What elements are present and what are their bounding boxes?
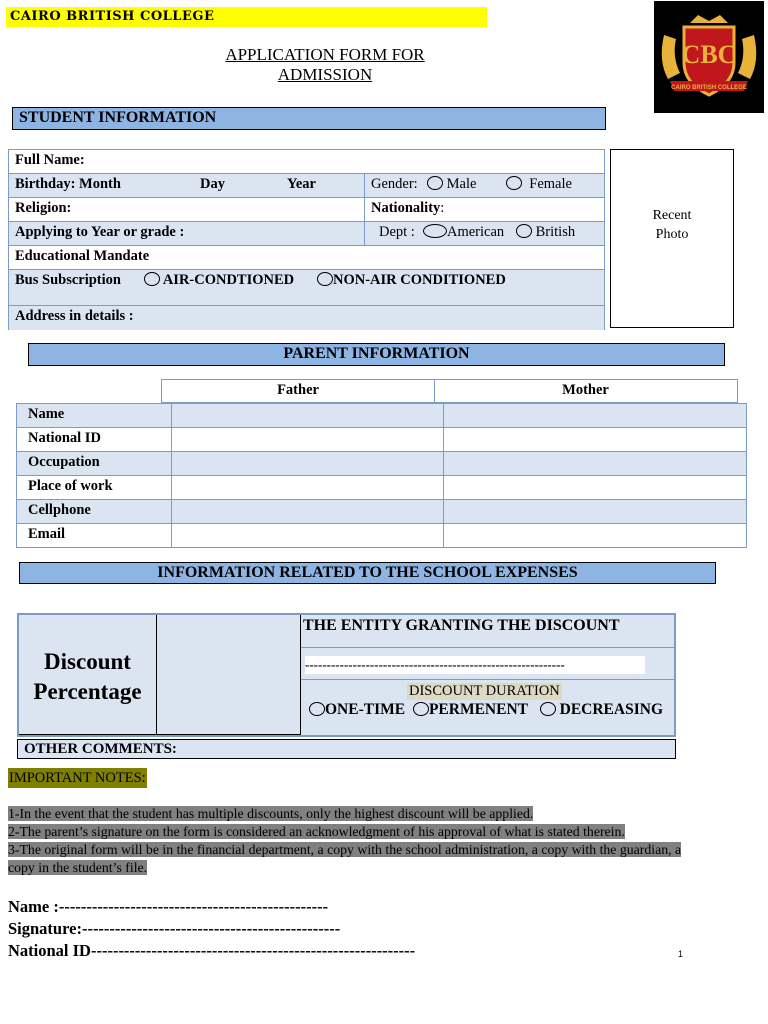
- option-decreasing-label: DECREASING: [559, 701, 663, 718]
- option-one-time-label: ONE-TIME: [325, 701, 406, 718]
- radio-british-icon[interactable]: [516, 224, 532, 238]
- birthday-day-label: Day: [200, 176, 225, 192]
- dept-american-option[interactable]: [423, 224, 504, 241]
- school-logo: [654, 1, 764, 113]
- radio-one-time-icon[interactable]: [309, 702, 325, 716]
- important-notes-title: IMPORTANT NOTES:: [9, 770, 146, 786]
- parent-table-header: [161, 379, 738, 403]
- gender-male-option[interactable]: [427, 176, 476, 193]
- mandate-label: Educational Mandate: [15, 248, 150, 264]
- parent-row-label: Occupation: [28, 454, 100, 470]
- gender-male-label: Male: [446, 176, 477, 192]
- full-name-row[interactable]: [8, 149, 605, 173]
- bus-air-label: AIR-CONDTIONED: [162, 272, 295, 288]
- mother-work-cell[interactable]: [443, 476, 746, 499]
- full-name-label: Full Name:: [15, 152, 85, 168]
- discount-percentage-field[interactable]: [157, 615, 301, 735]
- parent-row-label: National ID: [28, 430, 101, 446]
- mother-cellphone-cell[interactable]: [443, 500, 746, 523]
- radio-nonair-icon[interactable]: [317, 272, 333, 286]
- expenses-info-title: INFORMATION RELATED TO THE SCHOOL EXPENSES: [157, 564, 578, 581]
- dept-british-option[interactable]: [516, 224, 575, 241]
- bus-nonair-option[interactable]: [317, 272, 506, 289]
- mother-name-cell[interactable]: [443, 404, 746, 427]
- applying-grade-label: Applying to Year or grade :: [15, 224, 185, 240]
- mother-national-id-cell[interactable]: [443, 428, 746, 451]
- option-one-time[interactable]: [309, 701, 405, 718]
- mother-occupation-cell[interactable]: [443, 452, 746, 475]
- gender-female-option[interactable]: [506, 176, 572, 193]
- discount-duration-options: [309, 701, 667, 719]
- parent-row-label: Email: [28, 526, 66, 542]
- important-notes: [8, 805, 748, 877]
- mandate-row[interactable]: [8, 245, 605, 269]
- discount-percentage-label: [19, 615, 157, 735]
- parent-info-title: PARENT INFORMATION: [283, 345, 470, 362]
- radio-permanent-icon[interactable]: [413, 702, 429, 716]
- note-1: 1-In the event that the student has multiple discounts, only the highest discount will be applied.: [8, 806, 534, 821]
- photo-label-line2: Photo: [655, 227, 689, 242]
- parent-row-occupation: [16, 451, 747, 475]
- discount-entity-row: [301, 647, 674, 680]
- address-label: Address in details :: [15, 308, 134, 324]
- address-row[interactable]: [8, 305, 605, 330]
- parent-row-label: Cellphone: [28, 502, 91, 518]
- radio-male-icon[interactable]: [427, 176, 443, 190]
- radio-decreasing-icon[interactable]: [540, 702, 556, 716]
- discount-entity-label: THE ENTITY GRANTING THE DISCOUNT: [303, 617, 620, 634]
- discount-entity-field[interactable]: ------------------------------------------------------------: [305, 656, 645, 674]
- parent-row-label: Name: [28, 406, 65, 422]
- father-work-cell[interactable]: [171, 476, 443, 499]
- shield-crest-icon: [654, 1, 764, 113]
- dept-american-label: American: [447, 224, 505, 240]
- father-national-id-cell[interactable]: [171, 428, 443, 451]
- father-name-cell[interactable]: [171, 404, 443, 427]
- father-column-header: Father: [277, 382, 319, 398]
- parent-info-header: [28, 343, 725, 366]
- bus-label: Bus Subscription: [15, 272, 121, 288]
- logo-letters: CBC: [681, 40, 737, 69]
- bus-air-option[interactable]: [144, 272, 294, 289]
- note-3b: copy in the student’s file.: [8, 860, 148, 875]
- religion-nationality-row[interactable]: [8, 197, 605, 221]
- student-info-table: [8, 149, 605, 330]
- option-decreasing[interactable]: [536, 701, 663, 718]
- discount-duration-label: DISCOUNT DURATION: [409, 683, 560, 699]
- discount-table: [17, 613, 676, 737]
- note-2: 2-The parent’s signature on the form is considered an acknowledgment of his approval of what is stated therein.: [8, 824, 625, 839]
- parent-row-cellphone: [16, 499, 747, 523]
- sign-national-id-line[interactable]: National ID-----------------------------------------------------------: [8, 941, 416, 960]
- mother-email-cell[interactable]: [443, 524, 746, 547]
- nationality-colon: :: [440, 200, 445, 216]
- school-name-banner: [6, 7, 487, 27]
- bus-row[interactable]: [8, 269, 605, 305]
- birthday-month-label: Birthday: Month: [15, 176, 121, 192]
- discount-label-line1: Discount: [44, 649, 131, 674]
- parent-row-national-id: [16, 427, 747, 451]
- parent-row-label: Place of work: [28, 478, 113, 494]
- sign-signature-line[interactable]: Signature:-----------------------------------------------: [8, 919, 341, 938]
- other-comments-field[interactable]: [17, 739, 676, 759]
- dept-british-label: British: [535, 224, 576, 240]
- sign-name-line[interactable]: Name :-------------------------------------------------: [8, 897, 329, 916]
- note-3a: 3-The original form will be in the financial department, a copy with the school administration, a copy with the guardian, a: [8, 842, 682, 857]
- signature-block: [8, 896, 415, 962]
- form-title-line1: APPLICATION FORM FOR: [225, 45, 425, 64]
- mother-column-header: Mother: [562, 382, 609, 398]
- gender-female-label: Female: [529, 176, 572, 192]
- father-occupation-cell[interactable]: [171, 452, 443, 475]
- form-title-line2: ADMISSION: [277, 65, 373, 84]
- form-title: [180, 45, 470, 85]
- expenses-info-header: [19, 562, 716, 584]
- radio-female-icon[interactable]: [506, 176, 522, 190]
- other-comments-label: OTHER COMMENTS:: [24, 741, 177, 757]
- bus-nonair-label: NON-AIR CONDITIONED: [333, 272, 506, 288]
- birthday-year-label: Year: [287, 176, 316, 192]
- religion-label: Religion:: [15, 200, 72, 216]
- radio-american-icon[interactable]: [423, 224, 447, 238]
- parent-row-name: [16, 403, 747, 427]
- option-permanent[interactable]: [413, 701, 528, 718]
- radio-air-icon[interactable]: [144, 272, 160, 286]
- father-cellphone-cell[interactable]: [171, 500, 443, 523]
- nationality-label-group: [371, 200, 444, 217]
- photo-label-line1: Recent: [652, 208, 692, 223]
- page-number: 1: [678, 949, 684, 959]
- parent-info-table: [16, 403, 747, 548]
- dept-label: Dept :: [379, 224, 415, 240]
- applying-dept-row[interactable]: [8, 221, 605, 245]
- student-info-header: [12, 107, 606, 130]
- parent-row-place-of-work: [16, 475, 747, 499]
- school-name: CAIRO BRITISH COLLEGE: [10, 9, 215, 24]
- birthday-gender-row[interactable]: [8, 173, 605, 197]
- logo-subtext: CAIRO BRITISH COLLEGE: [671, 85, 747, 91]
- recent-photo-box[interactable]: [610, 149, 734, 328]
- parent-row-email: [16, 523, 747, 547]
- option-permanent-label: PERMENENT: [428, 701, 529, 718]
- student-info-title: STUDENT INFORMATION: [19, 109, 217, 126]
- discount-label-line2: Percentage: [33, 679, 142, 704]
- nationality-label: Nationality: [371, 200, 441, 216]
- gender-label: Gender:: [371, 176, 418, 192]
- father-email-cell[interactable]: [171, 524, 443, 547]
